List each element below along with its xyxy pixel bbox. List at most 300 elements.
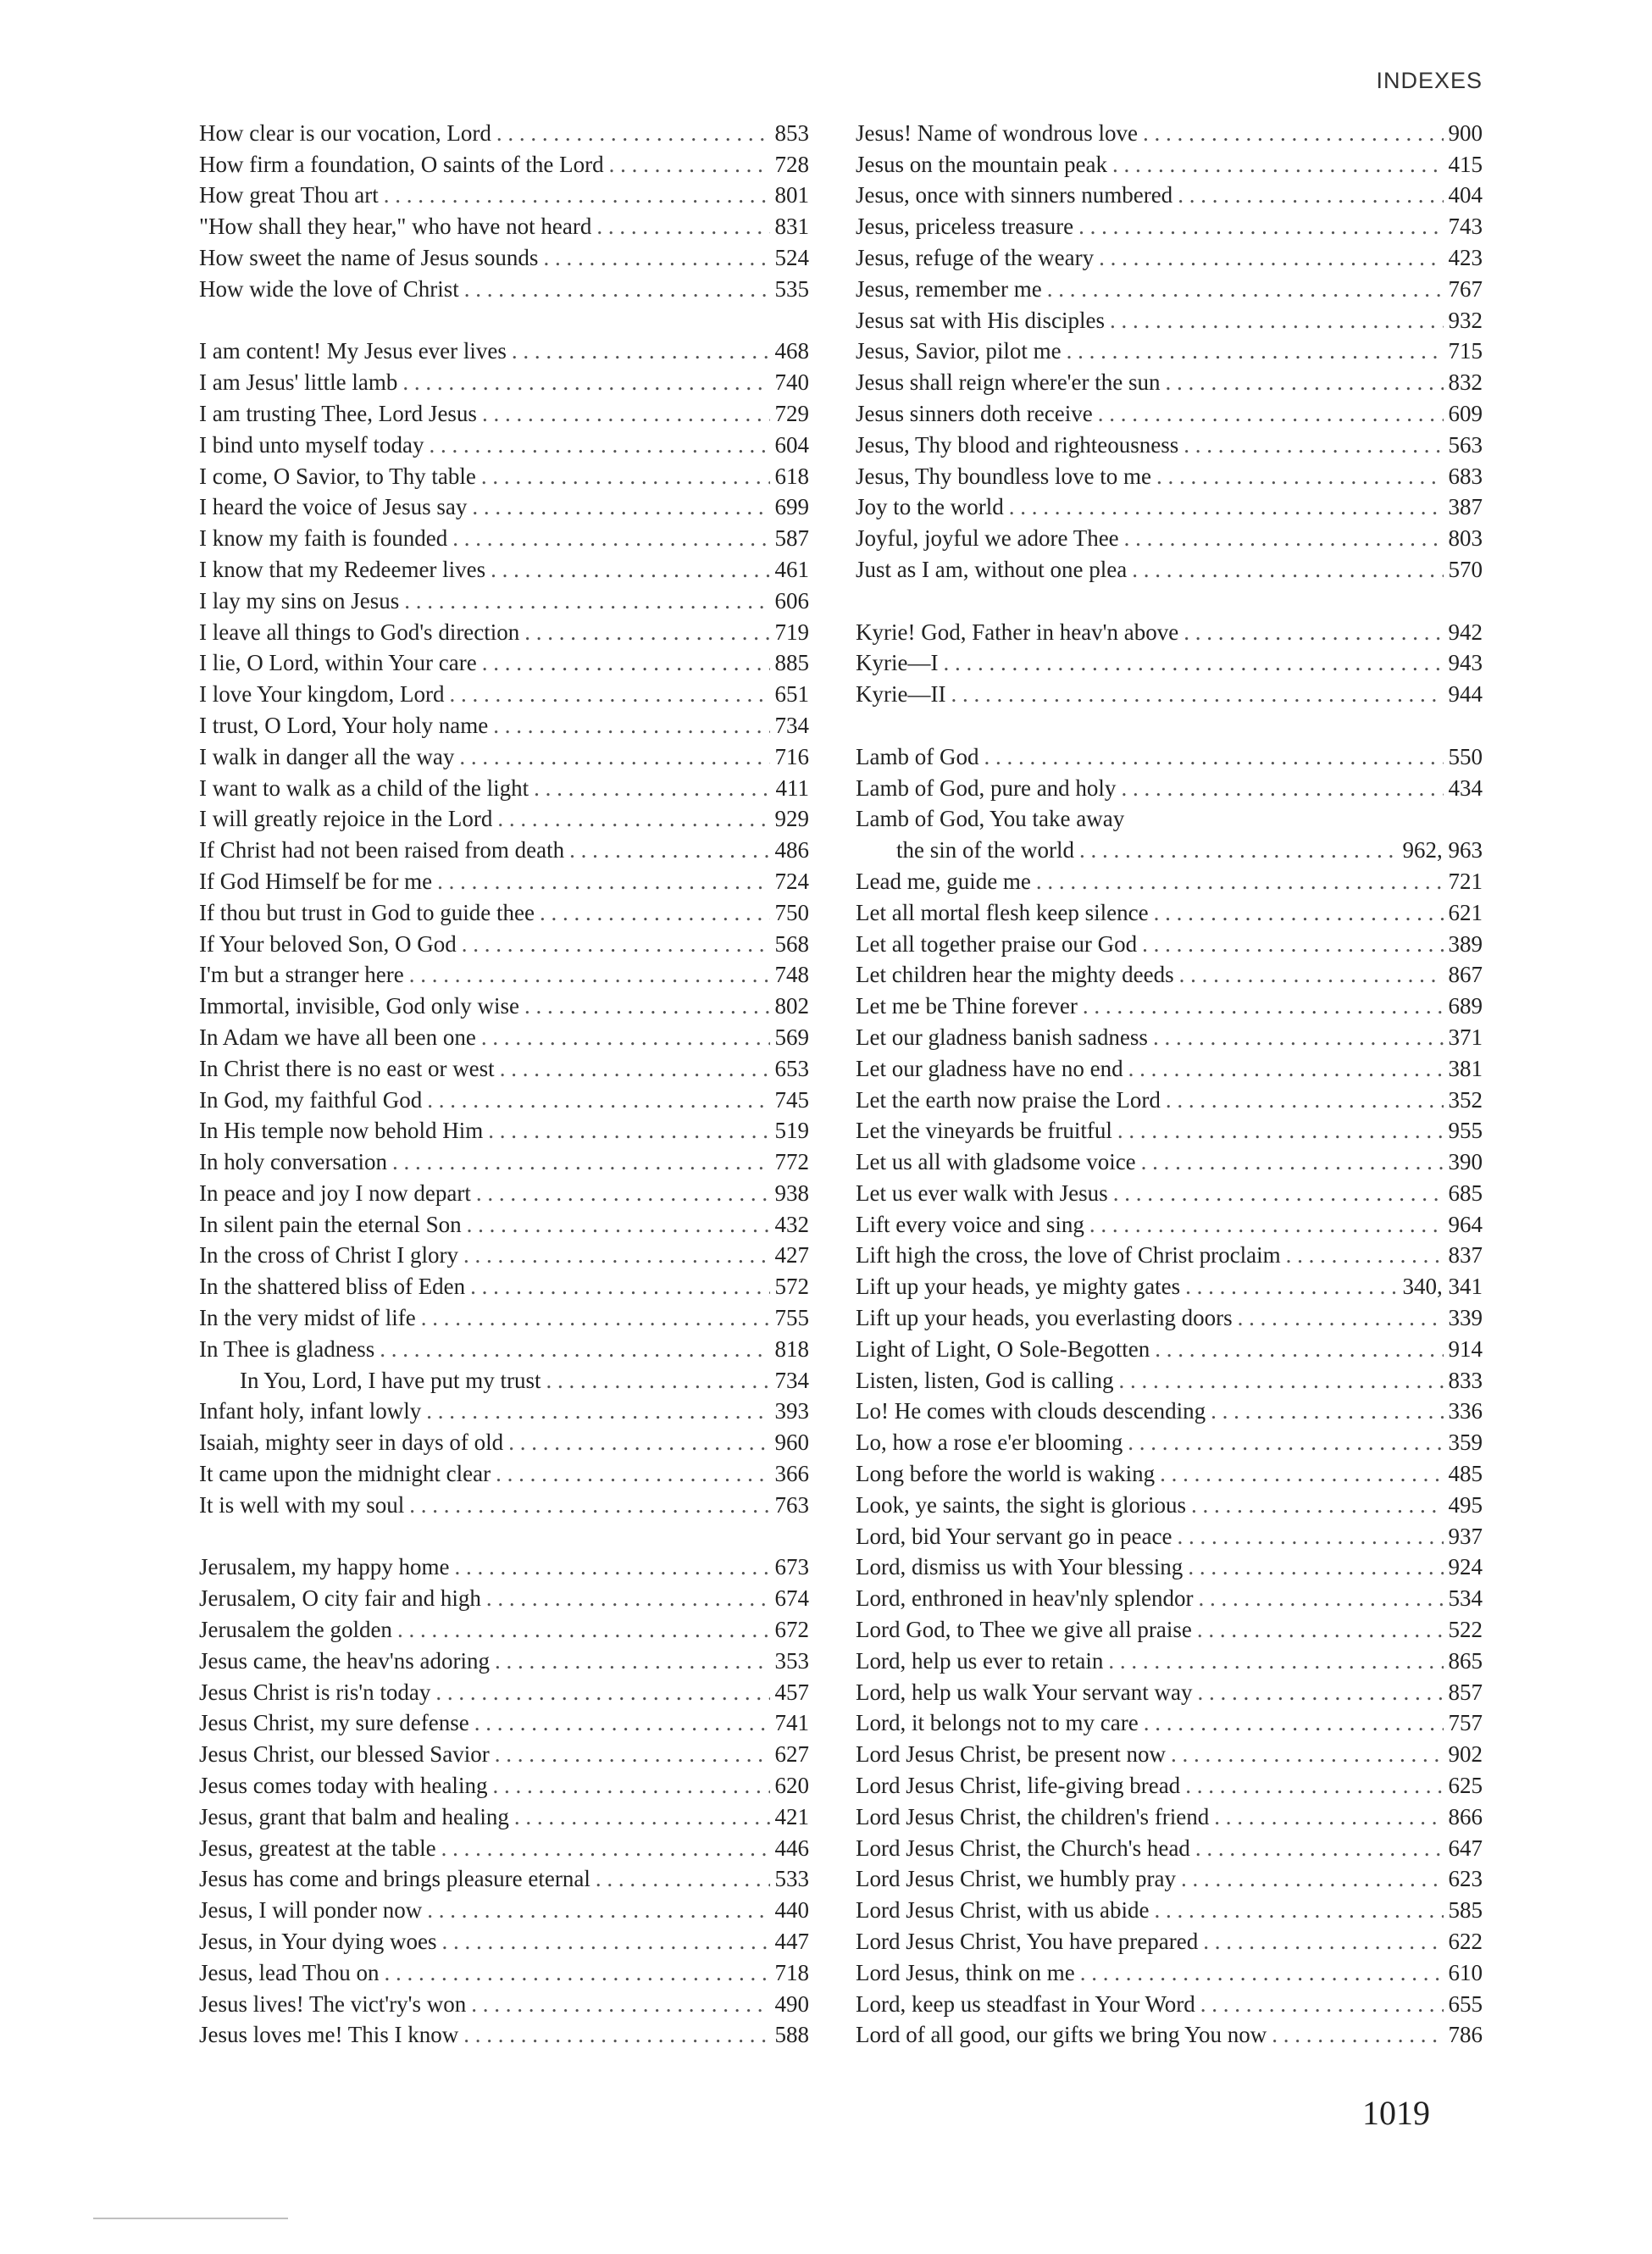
index-entry xyxy=(199,1863,809,1895)
hymn-number: 964 xyxy=(1448,1211,1483,1237)
index-entry xyxy=(856,1084,1483,1115)
leader-dots xyxy=(508,1427,769,1457)
leader-dots xyxy=(471,1989,769,2019)
hymn-number: 404 xyxy=(1448,182,1483,208)
leader-dots xyxy=(495,1646,769,1676)
leader-dots xyxy=(496,118,770,148)
hymn-number: 741 xyxy=(774,1710,809,1736)
index-entry xyxy=(199,1115,809,1146)
hymn-title: Lo! He comes with clouds descending xyxy=(856,1398,1206,1424)
hymn-title: In the very midst of life xyxy=(199,1305,416,1331)
hymn-number: 618 xyxy=(774,463,809,489)
hymn-number: 763 xyxy=(774,1491,809,1518)
index-entry xyxy=(199,242,809,273)
leader-dots xyxy=(404,586,769,616)
hymn-number: 486 xyxy=(774,837,809,863)
hymn-title: Joy to the world xyxy=(856,494,1004,520)
hymn-number: 572 xyxy=(774,1274,809,1300)
hymn-number: 734 xyxy=(774,1367,809,1393)
leader-dots xyxy=(441,1833,770,1863)
hymn-number: 724 xyxy=(774,868,809,894)
hymn-number: 818 xyxy=(774,1335,809,1362)
hymn-number: 427 xyxy=(774,1242,809,1269)
hymn-title: If thou but trust in God to guide thee xyxy=(199,899,535,925)
hymn-title: Infant holy, infant lowly xyxy=(199,1398,422,1424)
index-entry xyxy=(856,1832,1483,1863)
scan-artifact-line xyxy=(93,2218,288,2219)
hymn-number: 371 xyxy=(1448,1024,1483,1050)
hymn-number: 415 xyxy=(1448,151,1483,177)
hymn-title: "How shall they hear," who have not heard xyxy=(199,214,592,240)
hymn-number: 755 xyxy=(774,1305,809,1331)
index-entry xyxy=(856,834,1483,865)
hymn-number: 411 xyxy=(775,774,809,801)
hymn-title: Jesus sat with His disciples xyxy=(856,307,1105,333)
leader-dots xyxy=(1132,554,1443,585)
index-entry xyxy=(856,1364,1483,1396)
hymn-number: 606 xyxy=(774,587,809,613)
leader-dots xyxy=(1166,367,1444,397)
hymn-number: 955 xyxy=(1448,1118,1483,1144)
index-entry xyxy=(199,1988,809,2019)
index-entry xyxy=(856,1925,1483,1957)
hymn-title: In Christ there is no east or west xyxy=(199,1055,495,1081)
index-entry xyxy=(856,460,1483,491)
hymn-number: 623 xyxy=(1448,1866,1483,1892)
leader-dots xyxy=(1177,1521,1443,1552)
hymn-number: 535 xyxy=(774,275,809,302)
index-entry xyxy=(199,148,809,180)
hymn-number: 837 xyxy=(1448,1242,1483,1269)
leader-dots xyxy=(546,1365,769,1396)
index-entry xyxy=(199,1084,809,1115)
hymn-number: 685 xyxy=(1448,1180,1483,1206)
leader-dots xyxy=(464,274,770,304)
hymn-number: 339 xyxy=(1448,1305,1483,1331)
hymn-title: How firm a foundation, O saints of the Lord xyxy=(199,151,604,177)
leader-dots xyxy=(1178,180,1443,210)
section-header: INDEXES xyxy=(1376,68,1483,93)
index-entry xyxy=(856,429,1483,460)
index-entry xyxy=(856,1801,1483,1832)
hymn-number: 902 xyxy=(1448,1741,1483,1768)
leader-dots xyxy=(1141,1146,1444,1177)
index-entry xyxy=(856,1863,1483,1895)
hymn-title: I'm but a stranger here xyxy=(199,962,404,988)
hymn-title: Lord, enthroned in heav'nly splendor xyxy=(856,1585,1194,1612)
hymn-title: Lord Jesus, think on me xyxy=(856,1959,1075,1985)
index-entry xyxy=(199,1613,809,1645)
index-entry xyxy=(856,1021,1483,1052)
leader-dots xyxy=(1118,1365,1443,1396)
leader-dots xyxy=(488,1115,769,1146)
hymn-number: 929 xyxy=(774,806,809,832)
hymn-number: 421 xyxy=(774,1803,809,1829)
hymn-title: Lo, how a rose e'er blooming xyxy=(856,1430,1123,1456)
hymn-number: 389 xyxy=(1448,930,1483,957)
leader-dots xyxy=(500,1053,770,1084)
index-entry xyxy=(199,2019,809,2051)
leader-dots xyxy=(384,1957,769,1988)
hymn-number: 447 xyxy=(774,1929,809,1955)
hymn-title: Jesus! Name of wondrous love xyxy=(856,119,1138,146)
hymn-title: Lord Jesus Christ, the Church's head xyxy=(856,1835,1190,1861)
hymn-number: 625 xyxy=(1448,1773,1483,1799)
leader-dots xyxy=(543,242,769,273)
hymn-number: 831 xyxy=(774,214,809,240)
hymn-title: Jesus, in Your dying woes xyxy=(199,1929,437,1955)
hymn-title: I trust, O Lord, Your holy name xyxy=(199,712,489,738)
index-entry xyxy=(856,1396,1483,1427)
hymn-number: 533 xyxy=(774,1866,809,1892)
leader-dots xyxy=(497,803,769,834)
hymn-title: How great Thou art xyxy=(199,182,379,208)
hymn-number: 937 xyxy=(1448,1523,1483,1549)
index-entry xyxy=(856,1707,1483,1739)
index-entry xyxy=(856,1208,1483,1240)
leader-dots xyxy=(454,1552,769,1582)
leader-dots xyxy=(392,1146,770,1177)
leader-dots xyxy=(1184,430,1443,460)
leader-dots xyxy=(380,1334,769,1364)
leader-dots xyxy=(482,398,770,429)
hymn-number: 734 xyxy=(774,712,809,738)
hymn-title: Jesus loves me! This I know xyxy=(199,2022,459,2048)
hymn-number: 393 xyxy=(774,1398,809,1424)
hymn-number: 604 xyxy=(774,431,809,458)
index-entry xyxy=(199,180,809,211)
hymn-number: 865 xyxy=(1448,1647,1483,1674)
hymn-title: Lift up your heads, you everlasting doors xyxy=(856,1305,1233,1331)
hymn-title: In silent pain the eternal Son xyxy=(199,1211,462,1237)
hymn-number: 962, 963 xyxy=(1402,837,1483,863)
hymn-title: Jesus came, the heav'ns adoring xyxy=(199,1647,491,1674)
index-entry xyxy=(199,928,809,959)
hymn-number: 468 xyxy=(774,338,809,364)
leader-dots xyxy=(1191,1490,1444,1520)
leader-dots xyxy=(492,1770,769,1801)
hymn-number: 944 xyxy=(1448,681,1483,708)
leader-dots xyxy=(1272,2019,1443,2050)
hymn-number: 943 xyxy=(1448,650,1483,676)
hymn-title: Light of Light, O Sole-Begotten xyxy=(856,1335,1150,1362)
hymn-number: 651 xyxy=(774,681,809,708)
index-entry xyxy=(199,429,809,460)
hymn-number: 719 xyxy=(774,619,809,645)
hymn-number: 550 xyxy=(1448,743,1483,769)
hymn-title: Jesus, Thy boundless love to me xyxy=(856,463,1151,489)
hymn-number: 352 xyxy=(1448,1086,1483,1113)
leader-dots xyxy=(409,959,770,990)
hymn-title: Immortal, invisible, God only wise xyxy=(199,993,519,1019)
leader-dots xyxy=(1156,461,1444,491)
hymn-title: Let all together praise our God xyxy=(856,930,1138,957)
index-entry xyxy=(199,117,809,148)
hymn-number: 457 xyxy=(774,1679,809,1705)
hymn-number: 721 xyxy=(1448,868,1483,894)
hymn-title: Let our gladness banish sadness xyxy=(856,1024,1148,1050)
hymn-number: 745 xyxy=(774,1086,809,1113)
index-entry xyxy=(199,336,809,367)
hymn-number: 866 xyxy=(1448,1803,1483,1829)
index-entry xyxy=(856,1457,1483,1489)
leader-dots xyxy=(1160,1458,1443,1489)
leader-dots xyxy=(951,679,1443,709)
hymn-title: If God Himself be for me xyxy=(199,868,433,894)
hymn-title: Lift every voice and sing xyxy=(856,1211,1084,1237)
leader-dots xyxy=(472,491,769,522)
leader-dots xyxy=(1181,1863,1444,1894)
index-entry xyxy=(199,491,809,523)
hymn-number: 772 xyxy=(774,1149,809,1175)
hymn-title: Kyrie—I xyxy=(856,650,939,676)
leader-dots xyxy=(1195,1833,1444,1863)
leader-dots xyxy=(1117,1115,1444,1146)
index-entry xyxy=(199,865,809,897)
hymn-title: Jesus, priceless treasure xyxy=(856,214,1074,240)
hymn-title: I heard the voice of Jesus say xyxy=(199,494,468,520)
leader-dots xyxy=(462,929,770,959)
index-entry xyxy=(199,709,809,741)
hymn-title: Lord, it belongs not to my care xyxy=(856,1710,1139,1736)
hymn-number: 786 xyxy=(1448,2022,1483,2048)
hymn-number: 832 xyxy=(1448,369,1483,396)
index-entry xyxy=(856,1146,1483,1177)
index-entry xyxy=(199,1021,809,1052)
index-entry xyxy=(199,772,809,803)
index-entry xyxy=(856,1769,1483,1801)
hymn-number: 960 xyxy=(774,1430,809,1456)
index-entry xyxy=(856,148,1483,180)
hymn-number: 674 xyxy=(774,1585,809,1612)
hymn-number: 653 xyxy=(774,1055,809,1081)
hymn-number: 390 xyxy=(1448,1149,1483,1175)
hymn-number: 673 xyxy=(774,1554,809,1580)
index-entry xyxy=(856,336,1483,367)
index-entry xyxy=(199,1925,809,1957)
leader-dots xyxy=(421,1302,770,1333)
index-entry xyxy=(856,1426,1483,1457)
leader-dots xyxy=(1108,1646,1443,1676)
index-entry xyxy=(199,1707,809,1739)
index-entry xyxy=(856,366,1483,397)
leader-dots xyxy=(1112,149,1444,180)
hymn-title: Jesus Christ is ris'n today xyxy=(199,1679,431,1705)
hymn-number: 833 xyxy=(1448,1367,1483,1393)
index-entry xyxy=(199,834,809,865)
index-entry xyxy=(199,1738,809,1769)
hymn-number: 519 xyxy=(774,1118,809,1144)
index-entry xyxy=(199,522,809,553)
hymn-title: Lamb of God, pure and holy xyxy=(856,774,1117,801)
hymn-number: 942 xyxy=(1448,619,1483,645)
hymn-title: Jesus, Savior, pilot me xyxy=(856,338,1062,364)
hymn-title: In His temple now behold Him xyxy=(199,1118,484,1144)
leader-dots xyxy=(1110,305,1444,336)
leader-dots xyxy=(402,367,769,397)
index-entry xyxy=(199,1177,809,1208)
index-entry xyxy=(199,1240,809,1271)
hymn-title: Lamb of God, You take away xyxy=(856,806,1125,832)
hymn-title: In God, my faithful God xyxy=(199,1086,423,1113)
hymn-number: 585 xyxy=(1448,1897,1483,1924)
hymn-title: Let children hear the mighty deeds xyxy=(856,962,1174,988)
index-entry xyxy=(856,1552,1483,1583)
hymn-title: I walk in danger all the way xyxy=(199,743,455,769)
hymn-title: I lay my sins on Jesus xyxy=(199,587,400,613)
hymn-number: 366 xyxy=(774,1461,809,1487)
hymn-title: I am trusting Thee, Lord Jesus xyxy=(199,400,477,426)
hymn-title: Jesus sinners doth receive xyxy=(856,400,1093,426)
hymn-title: Let me be Thine forever xyxy=(856,993,1078,1019)
leader-dots xyxy=(943,647,1443,678)
hymn-title: Jesus, once with sinners numbered xyxy=(856,182,1173,208)
hymn-title: Look, ye saints, the sight is glorious xyxy=(856,1491,1186,1518)
hymn-number: 672 xyxy=(774,1617,809,1643)
hymn-title: I know that my Redeemer lives xyxy=(199,556,486,582)
leader-dots xyxy=(1185,1271,1397,1302)
hymn-title: I will greatly rejoice in the Lord xyxy=(199,806,493,832)
hymn-title: In Thee is gladness xyxy=(199,1335,375,1362)
hymn-title: Lord, help us walk Your servant way xyxy=(856,1679,1193,1705)
hymn-title: Jesus, refuge of the weary xyxy=(856,244,1095,270)
hymn-title: I bind unto myself today xyxy=(199,431,424,458)
hymn-title: I want to walk as a child of the light xyxy=(199,774,529,801)
hymn-number: 802 xyxy=(774,993,809,1019)
hymn-number: 716 xyxy=(774,743,809,769)
page-number: 1019 xyxy=(1362,2094,1430,2132)
leader-dots xyxy=(1188,1552,1443,1582)
leader-dots xyxy=(474,1707,770,1738)
leader-dots xyxy=(435,1677,769,1707)
hymn-title: I am content! My Jesus ever lives xyxy=(199,338,507,364)
leader-dots xyxy=(1083,991,1444,1021)
index-entry xyxy=(199,585,809,616)
hymn-title: Jesus Christ, our blessed Savior xyxy=(199,1741,490,1768)
hymn-title: Let us all with gladsome voice xyxy=(856,1149,1136,1175)
hymn-title: Lord, bid Your servant go in peace xyxy=(856,1523,1172,1549)
leader-dots xyxy=(512,336,770,366)
hymn-title: Lift high the cross, the love of Christ proclaim xyxy=(856,1242,1281,1269)
hymn-title: Jesus, remember me xyxy=(856,275,1042,302)
hymn-title: Lamb of God xyxy=(856,743,979,769)
hymn-number: 387 xyxy=(1448,494,1483,520)
leader-dots xyxy=(1179,959,1444,990)
hymn-title: In Adam we have all been one xyxy=(199,1024,476,1050)
hymn-title: Lord Jesus Christ, be present now xyxy=(856,1741,1166,1768)
index-entry xyxy=(856,553,1483,585)
hymn-title: Lord, dismiss us with Your blessing xyxy=(856,1554,1184,1580)
hymn-title: Lord God, to Thee we give all praise xyxy=(856,1617,1192,1643)
hymn-number: 359 xyxy=(1448,1430,1483,1456)
hymn-number: 743 xyxy=(1448,214,1483,240)
hymn-number: 381 xyxy=(1448,1055,1483,1081)
leader-dots xyxy=(442,1926,770,1957)
hymn-title: It came upon the midnight clear xyxy=(199,1461,491,1487)
hymn-title: In You, Lord, I have put my trust xyxy=(240,1367,541,1393)
hymn-number: 885 xyxy=(774,650,809,676)
index-entry xyxy=(856,616,1483,647)
leader-dots xyxy=(1154,897,1444,928)
hymn-title: Kyrie—II xyxy=(856,681,946,708)
hymn-title: Jesus, I will ponder now xyxy=(199,1897,423,1924)
hymn-number: 434 xyxy=(1448,774,1483,801)
index-entry xyxy=(199,1582,809,1613)
hymn-title: In the shattered bliss of Eden xyxy=(199,1274,466,1300)
hymn-number: 867 xyxy=(1448,962,1483,988)
leader-dots xyxy=(481,461,770,491)
leader-dots xyxy=(452,523,769,553)
hymn-title: How clear is our vocation, Lord xyxy=(199,119,491,146)
hymn-title: If Your beloved Son, O God xyxy=(199,930,457,957)
hymn-number: 857 xyxy=(1448,1679,1483,1705)
index-entry xyxy=(199,1146,809,1177)
hymn-title: Kyrie! God, Father in heav'n above xyxy=(856,619,1179,645)
hymn-title: Jerusalem, O city fair and high xyxy=(199,1585,481,1612)
hymn-number: 932 xyxy=(1448,307,1483,333)
leader-dots xyxy=(1089,1209,1444,1240)
leader-dots xyxy=(1079,835,1398,865)
hymn-number: 522 xyxy=(1448,1617,1483,1643)
index-entry xyxy=(199,273,809,304)
index-entry xyxy=(199,616,809,647)
index-entry xyxy=(856,1988,1483,2019)
leader-dots xyxy=(1078,211,1443,242)
hymn-title: I love Your kingdom, Lord xyxy=(199,681,445,708)
leader-dots xyxy=(1199,1583,1444,1613)
leader-dots xyxy=(569,835,769,865)
index-entry xyxy=(856,1613,1483,1645)
hymn-title: the sin of the world xyxy=(896,837,1074,863)
leader-dots xyxy=(609,149,770,180)
index-column-left xyxy=(199,117,809,2050)
index-entry xyxy=(199,553,809,585)
hymn-number: 729 xyxy=(774,400,809,426)
index-entry xyxy=(199,1052,809,1084)
leader-dots xyxy=(1113,1178,1444,1208)
leader-dots xyxy=(495,1739,770,1769)
index-entry xyxy=(199,366,809,397)
hymn-title: Lord Jesus Christ, with us abide xyxy=(856,1897,1150,1924)
hymn-number: 432 xyxy=(774,1211,809,1237)
hymn-title: Lord Jesus Christ, You have prepared xyxy=(856,1929,1199,1955)
index-entry xyxy=(856,1177,1483,1208)
hymn-title: Listen, listen, God is calling xyxy=(856,1367,1114,1393)
hymn-number: 495 xyxy=(1448,1491,1483,1518)
hymn-number: 621 xyxy=(1448,899,1483,925)
section-gap xyxy=(856,585,1483,616)
hymn-title: In holy conversation xyxy=(199,1149,387,1175)
hymn-number: 588 xyxy=(774,2022,809,2048)
index-column-right xyxy=(856,117,1483,2050)
leader-dots xyxy=(1144,1707,1444,1738)
hymn-number: 336 xyxy=(1448,1398,1483,1424)
hymn-number: 569 xyxy=(774,1024,809,1050)
hymn-number: 767 xyxy=(1448,275,1483,302)
leader-dots xyxy=(1128,1427,1443,1457)
index-entry xyxy=(199,1957,809,1988)
index-entry xyxy=(856,1052,1483,1084)
leader-dots xyxy=(524,991,770,1021)
hymn-number: 924 xyxy=(1448,1554,1483,1580)
hymn-number: 610 xyxy=(1448,1959,1483,1985)
hymn-title: Lord of all good, our gifts we bring You now xyxy=(856,2022,1267,2048)
leader-dots xyxy=(1166,1085,1444,1115)
leader-dots xyxy=(426,1396,769,1426)
hymn-number: 485 xyxy=(1448,1461,1483,1487)
hymn-number: 914 xyxy=(1448,1335,1483,1362)
index-entry xyxy=(199,990,809,1021)
